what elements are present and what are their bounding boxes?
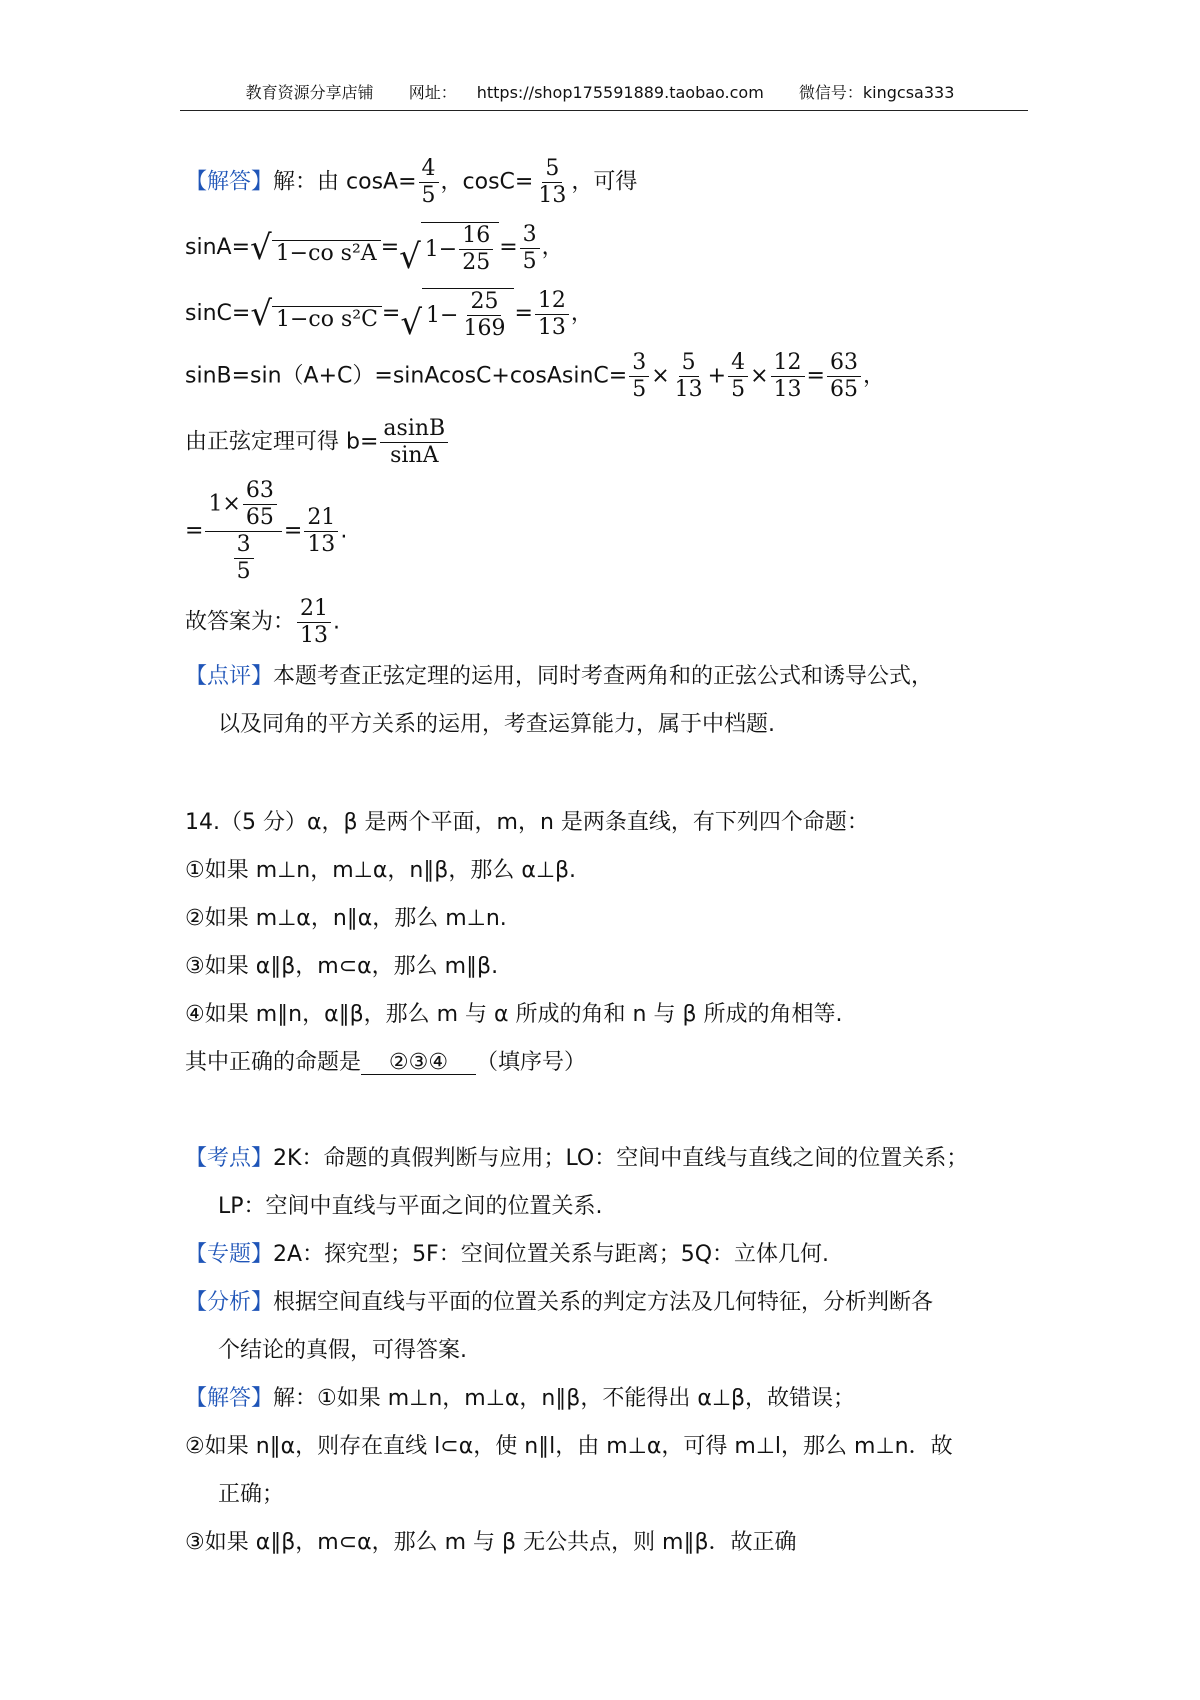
comment-tag: 【点评】: [185, 664, 274, 689]
proposition-4: ④如果 m∥n，α∥β，那么 m 与 α 所成的角和 n 与 β 所成的角相等.: [185, 1002, 843, 1027]
zhuanti-tag: 【专题】: [185, 1242, 274, 1267]
sinA-line: sinA= √ 1−co s²A = √ 1− $\frac{16}{25}$ = $\frac{3}{5}$ ，: [185, 221, 564, 277]
proposition-2: ②如果 m⊥α，n∥α，那么 m⊥n.: [185, 906, 507, 931]
comment-line-1: 【点评】本题考查正弦定理的运用，同时考查两角和的正弦公式和诱导公式，: [185, 664, 934, 689]
page-header: [0, 80, 1200, 103]
solution-line-1: 【解答】解：由 cosA= $\frac{4}{5}$ ，cosC= $\frac{5}{13}$ ，可得: [185, 156, 638, 208]
sinC-line: sinC= √ 1−co s²C = √ 1− $\frac{25}{169}$ = $\frac{12}{13}$ ，: [185, 287, 593, 343]
url-label: 网址：: [408, 83, 457, 102]
radical-sinA: √ 1−co s²A: [250, 231, 381, 265]
proposition-1: ①如果 m⊥n，m⊥α，n∥β，那么 α⊥β.: [185, 858, 577, 883]
fenxi-line-2: 个结论的真假，可得答案.: [218, 1338, 467, 1363]
shop-url[interactable]: https://shop175591889.taobao.com: [476, 83, 764, 102]
sinB-line: sinB=sin（A+C）=sinAcosC+cosAsinC= $\frac{3}{5}$ × $\frac{5}{13}$ + $\frac{4}{5}$ × $\frac{12}{13}$ = $\frac{63}{65}$ ，: [185, 350, 885, 402]
solution-tag: 【解答】: [185, 169, 274, 195]
wechat-id: 微信号：kingcsa333: [798, 83, 955, 102]
jieda-line-2: ②如果 n∥α，则存在直线 l⊂α，使 n∥l，由 m⊥α，可得 m⊥l，那么 m⊥n．故: [185, 1434, 953, 1459]
answer-line: 故答案为： $\frac{21}{13}$ .: [185, 596, 341, 648]
proposition-3: ③如果 α∥β，m⊂α，那么 m∥β.: [185, 954, 499, 979]
jieda-line-4: ③如果 α∥β，m⊂α，那么 m 与 β 无公共点，则 m∥β．故正确: [185, 1530, 797, 1555]
comment-line-2: 以及同角的平方关系的运用，考查运算能力，属于中档题.: [218, 712, 775, 737]
shop-name: 教育资源分享店铺: [245, 83, 374, 102]
jieda-tag: 【解答】: [185, 1386, 274, 1411]
complex-fraction: 1× $\frac{63}{65}$ $\frac{3}{5}$: [205, 480, 281, 583]
fraction-cosC: $\frac{5}{13}$: [538, 156, 567, 208]
jieda-line-1: 【解答】解：①如果 m⊥n，m⊥α，n∥β，不能得出 α⊥β，故错误；: [185, 1386, 856, 1411]
zhuanti-line: 【专题】2A：探究型；5F：空间位置关系与距离；5Q：立体几何.: [185, 1242, 830, 1267]
question-14-ask: 其中正确的命题是 ②③④ （填序号）: [185, 1050, 587, 1075]
header-rule: [180, 110, 1028, 111]
compute-line: = 1× $\frac{63}{65}$ $\frac{3}{5}$ = $\frac{21}{13}$ .: [185, 478, 348, 584]
answer-blank: ②③④: [361, 1052, 476, 1075]
question-14-stem: 14.（5 分）α，β 是两个平面，m，n 是两条直线，有下列四个命题：: [185, 810, 869, 835]
kaodian-tag: 【考点】: [185, 1146, 274, 1171]
fenxi-tag: 【分析】: [185, 1290, 274, 1315]
fenxi-line-1: 【分析】根据空间直线与平面的位置关系的判定方法及几何特征，分析判断各: [185, 1290, 934, 1315]
sine-law-line: 由正弦定理可得 b= $\frac{asinB}{\sin A}$: [185, 418, 450, 467]
jieda-line-3: 正确；: [218, 1482, 285, 1507]
radical-sinC: √ 1−co s²C: [250, 297, 382, 331]
kaodian-line-1: 【考点】2K：命题的真假判断与应用；LO：空间中直线与直线之间的位置关系；: [185, 1146, 969, 1171]
kaodian-line-2: LP：空间中直线与平面之间的位置关系.: [218, 1194, 603, 1219]
radical-sinA-2: √ 1− $\frac{16}{25}$: [399, 222, 499, 274]
fraction-cosA: $\frac{4}{5}$: [419, 158, 439, 207]
radical-sinC-2: √ 1− $\frac{25}{169}$: [400, 288, 514, 340]
